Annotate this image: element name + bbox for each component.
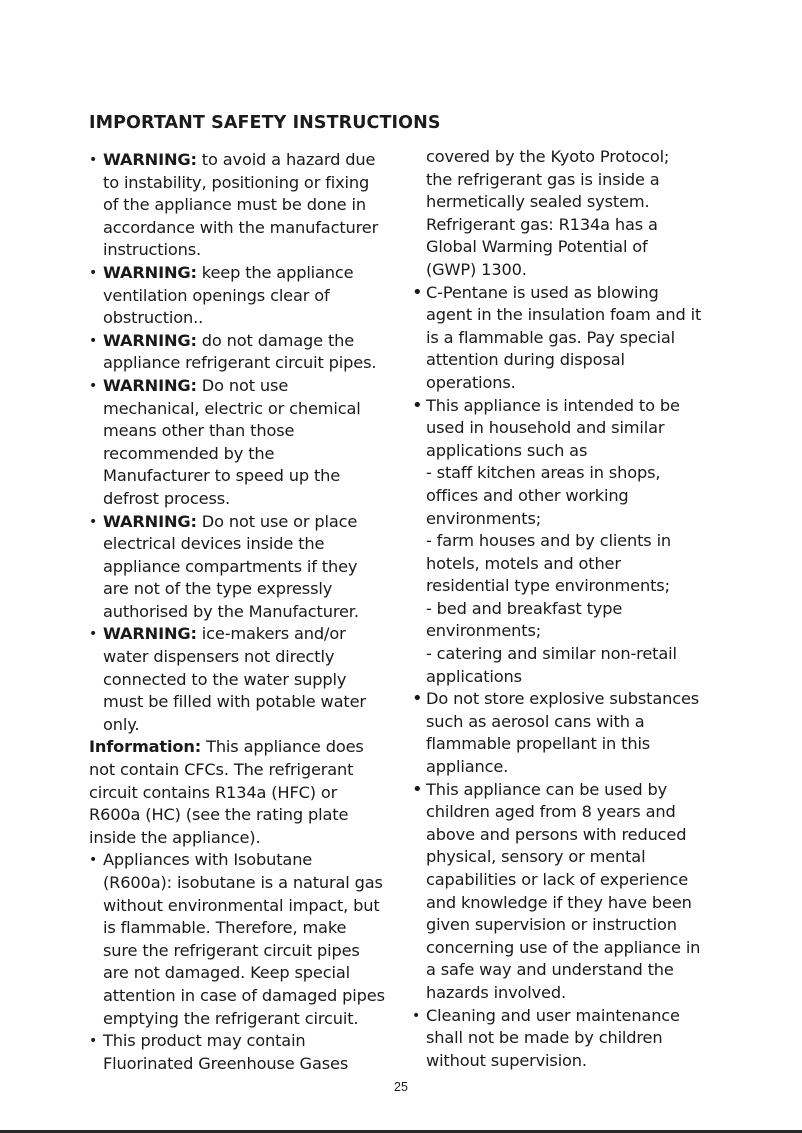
warning-text: ice-makers and/or [196,624,346,644]
item-text: without supervision. [426,1050,587,1070]
item-text: given supervision or instruction [426,915,677,935]
item-text: Do not store explosive substances [426,689,700,709]
warning-text: to avoid a hazard due [196,150,376,169]
item-text: This appliance is intended to be [426,395,680,415]
item-text: shall not be made by children [426,1028,663,1048]
warning-label: WARNING: [103,511,197,531]
warning-text: only. [103,714,140,734]
item-text: Global Warming Potential of [426,237,648,257]
item-text: a safe way and understand the [426,960,674,980]
item-text: sure the refrigerant circuit pipes [103,940,360,960]
bullet-icon: • [89,264,98,281]
right-column [412,146,722,1072]
item-text: (R600a): isobutane is a natural gas [103,873,383,892]
bullet-icon: • [412,281,423,303]
information-text: inside the appliance). [89,827,261,847]
bullet-icon: • [412,1007,421,1024]
item-text: Refrigerant gas: R134a has a [426,214,658,234]
item-text: is a flammable gas. Pay special [426,327,676,347]
item-text: environments; [426,508,542,528]
item-text: residential type environments; [426,576,670,596]
warning-text: obstruction.. [103,308,204,328]
item-text: Appliances with Isobutane [103,850,313,870]
warning-label: WARNING: [103,375,197,395]
intended-use-item [412,395,722,689]
item-text: attention in case of damaged pipes [103,985,385,1005]
warning-item-1 [89,149,409,262]
item-text: applications such as [426,440,588,460]
page-title: IMPORTANT SAFETY INSTRUCTIONS [89,113,441,133]
item-text: are not damaged. Keep special [103,963,350,983]
warning-text: appliance compartments if they [103,556,358,576]
warning-text: water dispensers not directly [103,647,335,667]
item-text: above and persons with reduced [426,824,687,844]
warning-text: do not damage the [196,330,355,350]
warning-item-4 [89,375,409,511]
item-text: agent in the insulation foam and it [426,305,702,325]
item-text: Cleaning and user maintenance [426,1005,680,1025]
explosive-substances-item [412,688,722,778]
warning-text: appliance refrigerant circuit pipes. [103,353,377,373]
item-text: hermetically sealed system. [426,192,650,212]
warning-text: must be filled with potable water [103,692,366,712]
warning-text: keep the appliance [196,262,354,282]
left-column [89,149,409,1075]
item-text: physical, sensory or mental [426,847,646,867]
item-text: used in household and similar [426,418,665,438]
item-text: offices and other working [426,485,629,505]
item-text: - staff kitchen areas in shops, [426,463,661,483]
warning-text: to instability, positioning or fixing [103,172,370,192]
warning-text: are not of the type expressly [103,579,333,599]
warning-item-6 [89,623,409,736]
c-pentane-item [412,282,722,395]
warning-text: authorised by the Manufacturer. [103,601,359,621]
item-text: applications [426,666,522,686]
information-text: circuit contains R134a (HFC) or [89,782,338,802]
warning-text: defrost process. [103,488,231,508]
item-text: hotels, motels and other [426,553,621,573]
warning-item-3 [89,330,409,375]
information-text: R600a (HC) (see the rating plate [89,805,349,825]
item-text: flammable propellant in this [426,734,651,754]
item-text: operations. [426,372,516,392]
item-text: and knowledge if they have been [426,892,692,912]
cleaning-item [412,1005,722,1073]
item-text: Fluorinated Greenhouse Gases [103,1053,349,1073]
warning-item-2 [89,262,409,330]
bullet-icon: • [412,688,423,710]
information-label: Information: [89,737,202,757]
children-use-item [412,779,722,1005]
item-text: is flammable. Therefore, make [103,918,347,938]
page-number: 25 [394,1080,408,1094]
warning-text: mechanical, electric or chemical [103,398,361,418]
item-text: appliance. [426,757,509,777]
bullet-icon: • [412,778,423,800]
item-text: - bed and breakfast type [426,598,623,618]
warning-text: accordance with the manufacturer [103,217,379,237]
warning-label: WARNING: [103,330,197,350]
item-text: C-Pentane is used as blowing [426,282,659,302]
item-text: attention during disposal [426,350,625,370]
item-text: concerning use of the appliance in [426,937,701,957]
warning-text: Do not use or place [196,511,358,531]
warning-text: means other than those [103,421,295,441]
bullet-icon: • [89,852,98,869]
warning-label: WARNING: [103,262,197,282]
item-text: capabilities or lack of experience [426,870,689,889]
warning-text: Manufacturer to speed up the [103,466,341,486]
warning-text: connected to the water supply [103,669,347,689]
warning-text: recommended by the [103,443,275,463]
fluorinated-gases-item [89,1030,409,1075]
bullet-icon: • [412,394,423,416]
bullet-icon: • [89,377,98,394]
bullet-icon: • [89,152,98,168]
item-text: emptying the refrigerant circuit. [103,1008,359,1028]
warning-text: electrical devices inside the [103,534,325,554]
information-text: This appliance does [201,737,364,757]
item-text: - catering and similar non-retail [426,644,677,664]
warning-text: Do not use [196,375,289,395]
isobutane-item [89,849,409,1030]
warning-label: WARNING: [103,150,197,169]
warning-text: instructions. [103,240,201,260]
information-text: not contain CFCs. The refrigerant [89,760,354,780]
bullet-icon: • [89,513,98,530]
warning-item-5 [89,511,409,624]
item-text: the refrigerant gas is inside a [426,169,660,189]
item-text: without environmental impact, but [103,895,380,915]
warning-text: of the appliance must be done in [103,195,366,215]
item-text: This appliance can be used by [426,779,668,799]
item-text: This product may contain [103,1031,306,1051]
information-paragraph [89,736,409,849]
fluorinated-gases-continuation [412,146,722,282]
item-text: children aged from 8 years and [426,802,676,822]
bullet-icon: • [89,1033,98,1050]
warning-label: WARNING: [103,624,197,644]
warning-text: ventilation openings clear of [103,285,330,305]
bullet-icon: • [89,332,98,349]
item-text: environments; [426,621,542,641]
item-text: such as aerosol cans with a [426,711,645,731]
item-text: (GWP) 1300. [426,259,527,279]
item-text: covered by the Kyoto Protocol; [426,147,670,166]
bullet-icon: • [89,626,98,643]
item-text: hazards involved. [426,982,566,1002]
item-text: - farm houses and by clients in [426,531,672,551]
